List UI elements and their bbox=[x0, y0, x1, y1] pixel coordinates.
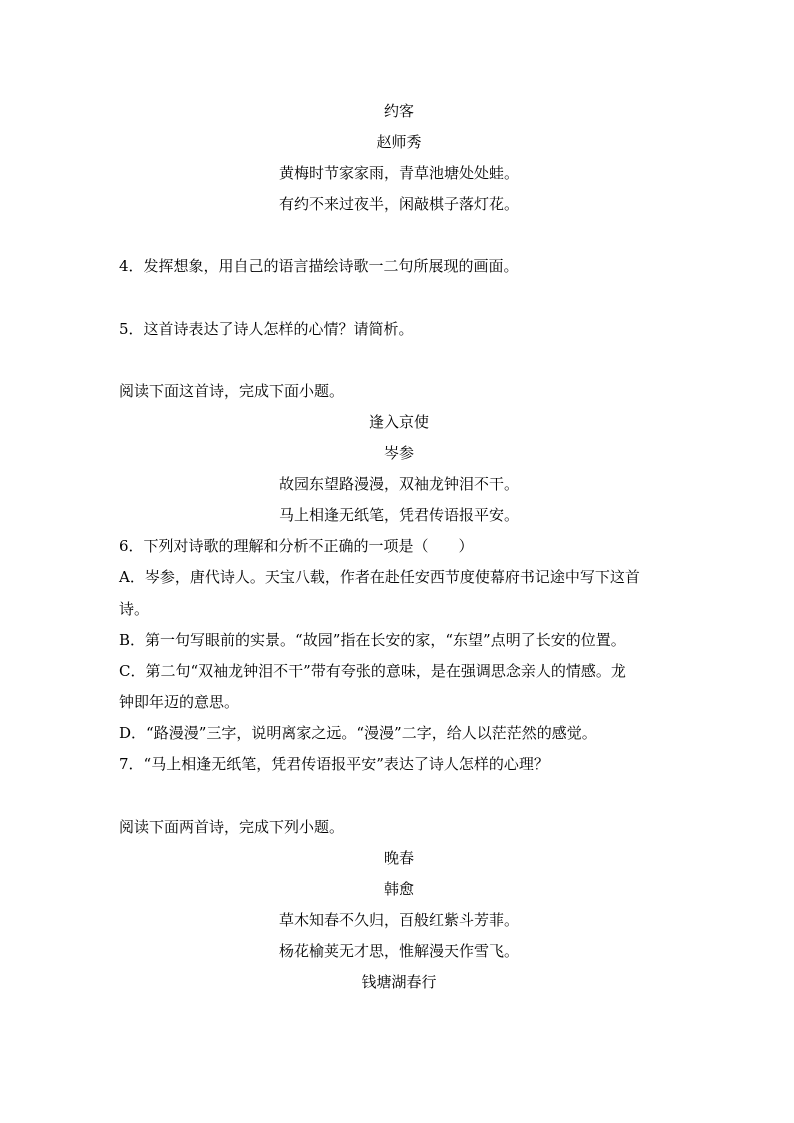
poem1-line2: 有约不来过夜半，闲敲棋子落灯花。 bbox=[278, 195, 519, 213]
poem3-line2: 杨花榆荚无才思，惟解漫天作雪飞。 bbox=[278, 942, 519, 960]
question-6-option-c-cont: 钟即年迈的意思。 bbox=[119, 693, 240, 711]
poem3-author: 韩愈 bbox=[383, 880, 414, 898]
question-7: 7．“马上相逢无纸笔，凭君传语报平安”表达了诗人怎样的心理？ bbox=[119, 755, 549, 773]
poem4-title: 钱塘湖春行 bbox=[361, 973, 437, 991]
poem3-line1: 草木知春不久归，百般红紫斗芳菲。 bbox=[278, 911, 519, 929]
reading-intro-3: 阅读下面两首诗，完成下列小题。 bbox=[119, 818, 345, 836]
reading-intro-2: 阅读下面这首诗，完成下面小题。 bbox=[119, 382, 345, 400]
poem1-line1: 黄梅时节家家雨，青草池塘处处蛙。 bbox=[278, 164, 519, 182]
poem2-author: 岑参 bbox=[383, 444, 414, 462]
question-6-option-b: B．第一句写眼前的实景。“故园”指在长安的家，“东望”点明了长安的位置。 bbox=[119, 631, 626, 649]
poem2-line1: 故园东望路漫漫，双袖龙钟泪不干。 bbox=[278, 475, 519, 493]
poem2-title: 逢入京使 bbox=[368, 413, 429, 431]
question-5: 5．这首诗表达了诗人怎样的心情？请简析。 bbox=[119, 320, 414, 338]
question-6-stem: 6．下列对诗歌的理解和分析不正确的一项是（ ） bbox=[119, 537, 474, 555]
poem2-line2: 马上相逢无纸笔，凭君传语报平安。 bbox=[278, 506, 519, 524]
question-6-option-a-cont: 诗。 bbox=[119, 600, 150, 618]
poem3-title: 晚春 bbox=[383, 849, 414, 867]
question-6-option-a: A．岑参，唐代诗人。天宝八载，作者在赴任安西节度使幕府书记途中写下这首 bbox=[119, 568, 640, 586]
question-6-option-c: C．第二句“双袖龙钟泪不干”带有夸张的意味，是在强调思念亲人的情感。龙 bbox=[119, 662, 626, 680]
question-4: 4．发挥想象，用自己的语言描绘诗歌一二句所展现的画面。 bbox=[119, 257, 519, 275]
poem1-title: 约客 bbox=[383, 102, 414, 120]
question-6-option-d: D．“路漫漫”三字，说明离家之远。“漫漫”二字，给人以茫茫然的感觉。 bbox=[119, 724, 597, 742]
poem1-author: 赵师秀 bbox=[376, 133, 422, 151]
